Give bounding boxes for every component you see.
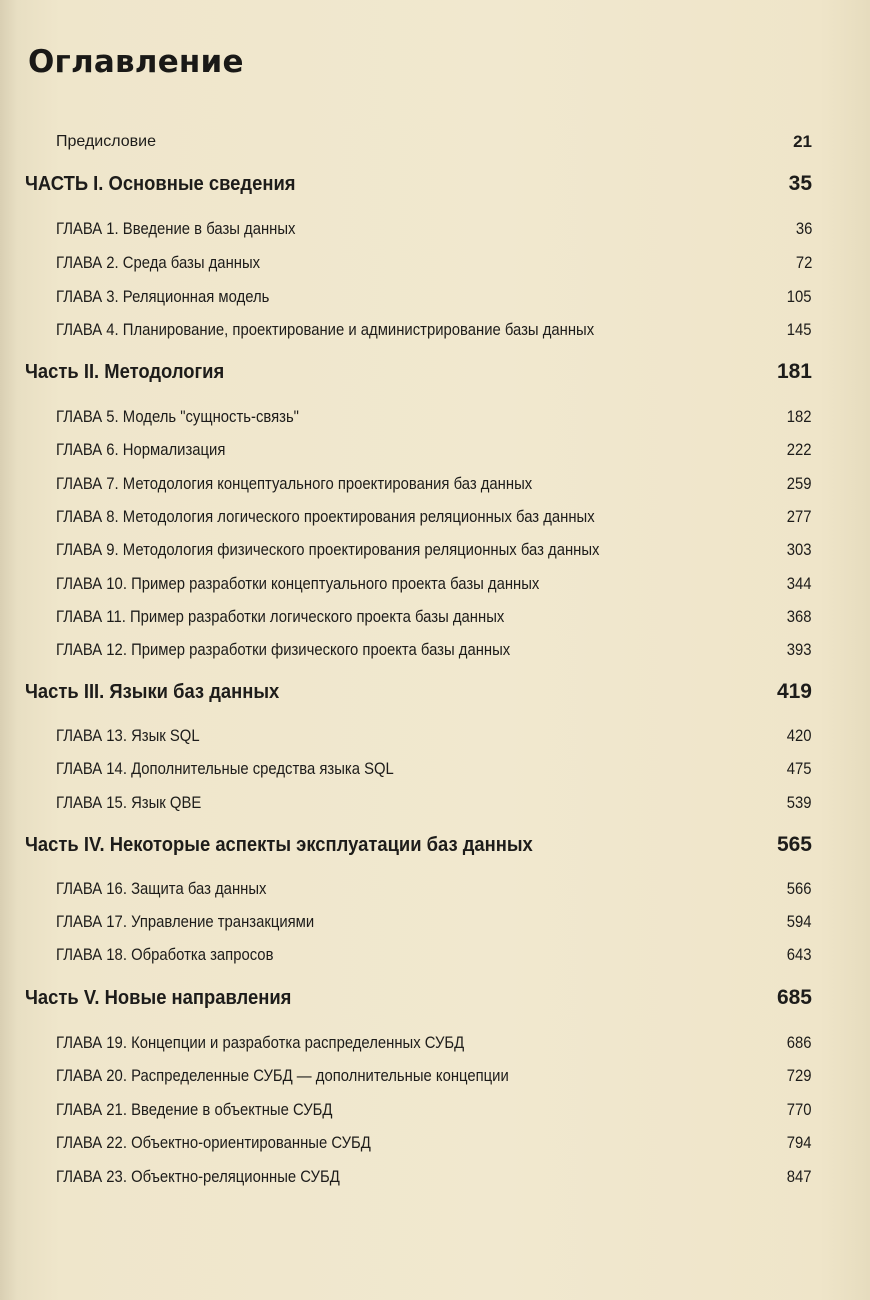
chapter-page: 277: [787, 507, 812, 526]
chapter-page: 222: [787, 440, 812, 459]
chapter-page: 72: [795, 253, 812, 272]
toc-chapter: [0, 940, 870, 970]
toc-entry-label: Предисловие: [56, 133, 156, 150]
chapter-page: 794: [787, 1133, 812, 1152]
toc-part: [0, 983, 870, 1013]
toc-chapter: [0, 248, 870, 278]
chapter-title: ГЛАВА 20. Распределенные СУБД — дополнительные концепции: [56, 1066, 509, 1085]
part-page: 35: [788, 172, 812, 195]
toc-chapter: [0, 469, 870, 499]
chapter-title: ГЛАВА 23. Объектно-реляционные СУБД: [56, 1167, 340, 1186]
toc-chapter: [0, 635, 870, 665]
toc-chapter: [0, 754, 870, 784]
chapter-page: 847: [787, 1167, 812, 1186]
chapter-page: 145: [787, 320, 812, 339]
chapter-page: 729: [787, 1066, 812, 1085]
toc-chapter: [0, 214, 870, 244]
toc-entry-page: 21: [793, 132, 812, 151]
part-page: 565: [776, 833, 812, 856]
toc-chapter: [0, 1162, 870, 1192]
toc-part: [0, 169, 870, 199]
chapter-title: ГЛАВА 2. Среда базы данных: [56, 253, 261, 272]
chapter-page: 182: [787, 407, 812, 426]
chapter-page: 393: [787, 640, 812, 659]
chapter-page: 686: [787, 1033, 812, 1052]
part-title: Часть III. Языки баз данных: [25, 680, 280, 703]
toc-chapter: [0, 569, 870, 599]
chapter-title: ГЛАВА 7. Методология концептуального проектирования баз данных: [56, 474, 533, 493]
part-title: Часть II. Методология: [25, 360, 225, 383]
chapter-title: ГЛАВА 6. Нормализация: [56, 440, 226, 459]
chapter-title: ГЛАВА 10. Пример разработки концептуального проекта базы данных: [56, 574, 540, 593]
chapter-page: 105: [787, 287, 812, 306]
chapter-title: ГЛАВА 18. Обработка запросов: [56, 945, 274, 964]
chapter-title: ГЛАВА 4. Планирование, проектирование и администрирование базы данных: [56, 320, 595, 339]
chapter-title: ГЛАВА 13. Язык SQL: [56, 726, 200, 745]
part-title: Часть IV. Некоторые аспекты эксплуатации баз данных: [25, 833, 533, 856]
page-title: Оглавление: [28, 44, 244, 80]
chapter-page: 259: [787, 474, 812, 493]
chapter-page: 475: [787, 759, 812, 778]
chapter-title: ГЛАВА 11. Пример разработки логического проекта базы данных: [56, 607, 505, 626]
toc-chapter: [0, 1128, 870, 1158]
part-title: Часть V. Новые направления: [25, 986, 292, 1009]
chapter-title: ГЛАВА 22. Объектно-ориентированные СУБД: [56, 1133, 371, 1152]
chapter-title: ГЛАВА 21. Введение в объектные СУБД: [56, 1100, 333, 1119]
chapter-title: ГЛАВА 19. Концепции и разработка распределенных СУБД: [56, 1033, 465, 1052]
toc-part: [0, 830, 870, 860]
chapter-title: ГЛАВА 16. Защита баз данных: [56, 879, 267, 898]
toc-chapter: [0, 1028, 870, 1058]
toc-chapter: [0, 874, 870, 904]
chapter-page: 770: [787, 1100, 812, 1119]
chapter-page: 566: [787, 879, 812, 898]
chapter-page: 368: [787, 607, 812, 626]
toc-chapter: [0, 435, 870, 465]
chapter-title: ГЛАВА 17. Управление транзакциями: [56, 912, 315, 931]
chapter-page: 594: [787, 912, 812, 931]
toc-chapter: [0, 535, 870, 565]
toc-chapter: [0, 721, 870, 751]
toc-chapter: [0, 502, 870, 532]
chapter-page: 539: [787, 793, 812, 812]
chapter-title: ГЛАВА 1. Введение в базы данных: [56, 219, 296, 238]
chapter-page: 303: [787, 540, 812, 559]
toc-chapter: [0, 788, 870, 818]
toc-chapter: [0, 1095, 870, 1125]
chapter-page: 643: [787, 945, 812, 964]
chapter-title: ГЛАВА 3. Реляционная модель: [56, 287, 270, 306]
chapter-page: 420: [787, 726, 812, 745]
part-page: 419: [776, 680, 812, 703]
toc-chapter: [0, 402, 870, 432]
chapter-title: ГЛАВА 8. Методология логического проектирования реляционных баз данных: [56, 507, 595, 526]
part-title: ЧАСТЬ I. Основные сведения: [25, 172, 296, 195]
toc-chapter: [0, 1061, 870, 1091]
toc-chapter: [0, 282, 870, 312]
toc-chapter: [0, 602, 870, 632]
toc-part: [0, 677, 870, 707]
toc-chapter: [0, 907, 870, 937]
chapter-title: ГЛАВА 9. Методология физического проектирования реляционных баз данных: [56, 540, 600, 559]
chapter-title: ГЛАВА 15. Язык QBE: [56, 793, 202, 812]
chapter-page: 344: [787, 574, 812, 593]
chapter-title: ГЛАВА 14. Дополнительные средства языка SQL: [56, 759, 394, 778]
part-page: 685: [776, 986, 812, 1009]
toc-preface: [0, 127, 870, 157]
chapter-title: ГЛАВА 12. Пример разработки физического проекта базы данных: [56, 640, 511, 659]
part-page: 181: [776, 360, 812, 383]
chapter-title: ГЛАВА 5. Модель "сущность-связь": [56, 407, 299, 426]
chapter-page: 36: [795, 219, 812, 238]
toc-part: [0, 357, 870, 387]
toc-chapter: [0, 315, 870, 345]
